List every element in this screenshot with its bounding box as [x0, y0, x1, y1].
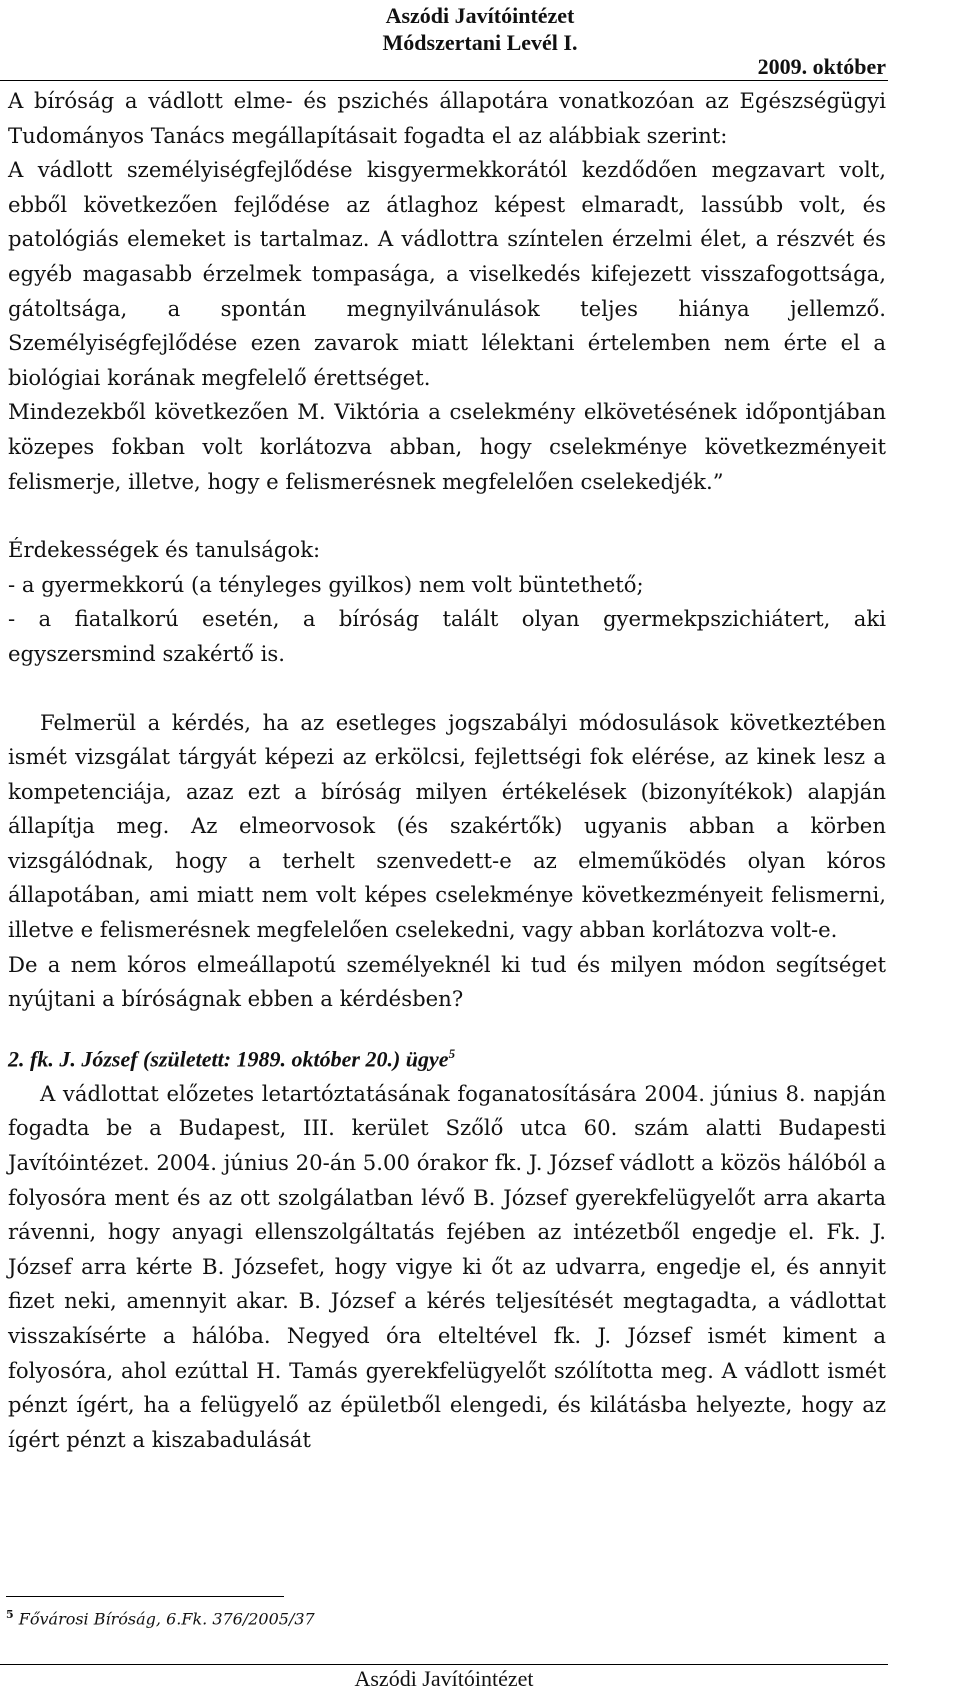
footnote-number: 5 [6, 1608, 14, 1621]
paragraph: A vádlott személyiségfejlődése kisgyermekkorától kezdődően megzavart volt, ebből következően fejlődése az átlaghoz képest elmaradt, lassúbb volt, és patológiás elemeket is tartalmaz. A vádlottra színtelen érzelmi élet, a részvét és egyéb magasabb érzelmek tompasága, a viselkedés kifejezett visszafogottsága, gátoltsága, a spontán megnyilvánulások teljes hiánya jellemző. Személyiségfejlődése ezen zavarok miatt lélektani értelemben nem érte el a biológiai korának megfelelő érettséget. [8, 157, 886, 390]
paragraph: Mindezekből következően M. Viktória a cselekmény elkövetésének időpontjában közepes fokban volt korlátozva abban, hogy cselekménye következményeit felismerje, illetve, hogy e felismerésnek megfelelően cselekedjék.” [8, 399, 886, 494]
footnote-ref: 5 [448, 1045, 456, 1061]
header-rule [0, 80, 888, 81]
list-item: - a fiatalkorú esetén, a bíróság talált olyan gyermekpszichiátert, aki egyszersmind szakértő is. [8, 606, 886, 666]
paragraph: Felmerül a kérdés, ha az esetleges jogszabályi módosulások következtében ismét vizsgálat tárgyát képezi az erkölcsi, fejlettségi fok elérése, az kinek lesz a kompetenciája, azaz ezt a bíróság milyen értékelések (bizonyítékok) alapján állapítja meg. Az elmeorvosok (és szakértők) ugyanis abban a körben vizsgálódnak, hogy a terhelt szenvedett-e az elmeműködés olyan kóros állapotában, ami miatt nem volt képes cselekménye következményeit felismerni, illetve e felismerésnek megfelelően cselekedni, vagy abban korlátozva volt-e. [8, 709, 886, 943]
footnote-rule [6, 1596, 284, 1597]
section-heading: Érdekességek és tanulságok: [8, 537, 321, 563]
header-publication: Módszertani Levél I. [382, 30, 578, 55]
footnote-text: Fővárosi Bíróság, 6.Fk. 376/2005/37 [18, 1609, 315, 1629]
paragraph: A bíróság a vádlott elme- és pszichés állapotára vonatkozóan az Egészségügyi Tudományos Tanács megállapításait fogadta el az alábbiak szerint: [8, 88, 886, 148]
page-footer: Aszódi Javítóintézet [354, 1666, 534, 1691]
header-date: 2009. október [757, 54, 886, 79]
page-header [0, 2, 960, 56]
list-item: - a gyermekkorú (a tényleges gyilkos) nem volt büntethető; [8, 571, 644, 597]
header-institution: Aszódi Javítóintézet [385, 3, 575, 28]
paragraph: De a nem kóros elmeállapotú személyeknél ki tud és milyen módon segítséget nyújtani a bíróságnak ebben a kérdésben? [8, 951, 886, 1012]
footnote [6, 1608, 315, 1628]
main-text [8, 84, 886, 1457]
paragraph: A vádlottat előzetes letartóztatásának foganatosítására 2004. június 8. napján fogadta be a Budapest, III. kerület Szőlő utca 60. szám alatti Budapesti Javítóintézet. 2004. június 20-án 5.00 órakor fk. J. József vádlott a közös hálóból a folyosóra ment és az ott szolgálatban lévő B. József gyerekfelügyelőt arra akarta rávenni, hogy anyagi ellenszolgáltatás fejében az intézetből engedje el. Fk. J. József arra kérte B. Józsefet, hogy vigye ki őt az udvarra, engedje el, és annyit fizet neki, amennyit akar. B. József a kérés teljesítését megtagadta, a vádlottat visszakísérte a hálóba. Negyed óra elteltével fk. J. József ismét kiment a folyosóra, ahol ezúttal H. Tamás gyerekfelügyelőt szólította meg. A vádlott ismét pénzt ígért, ha a felügyelő az épületből elengedi, és kilátásba helyezte, hogy az ígért pénzt a kiszabadulását [8, 1080, 886, 1452]
case-title-text: 2. fk. J. József (született: 1989. október 20.) ügye [8, 1046, 449, 1072]
case-title [8, 1037, 886, 1077]
